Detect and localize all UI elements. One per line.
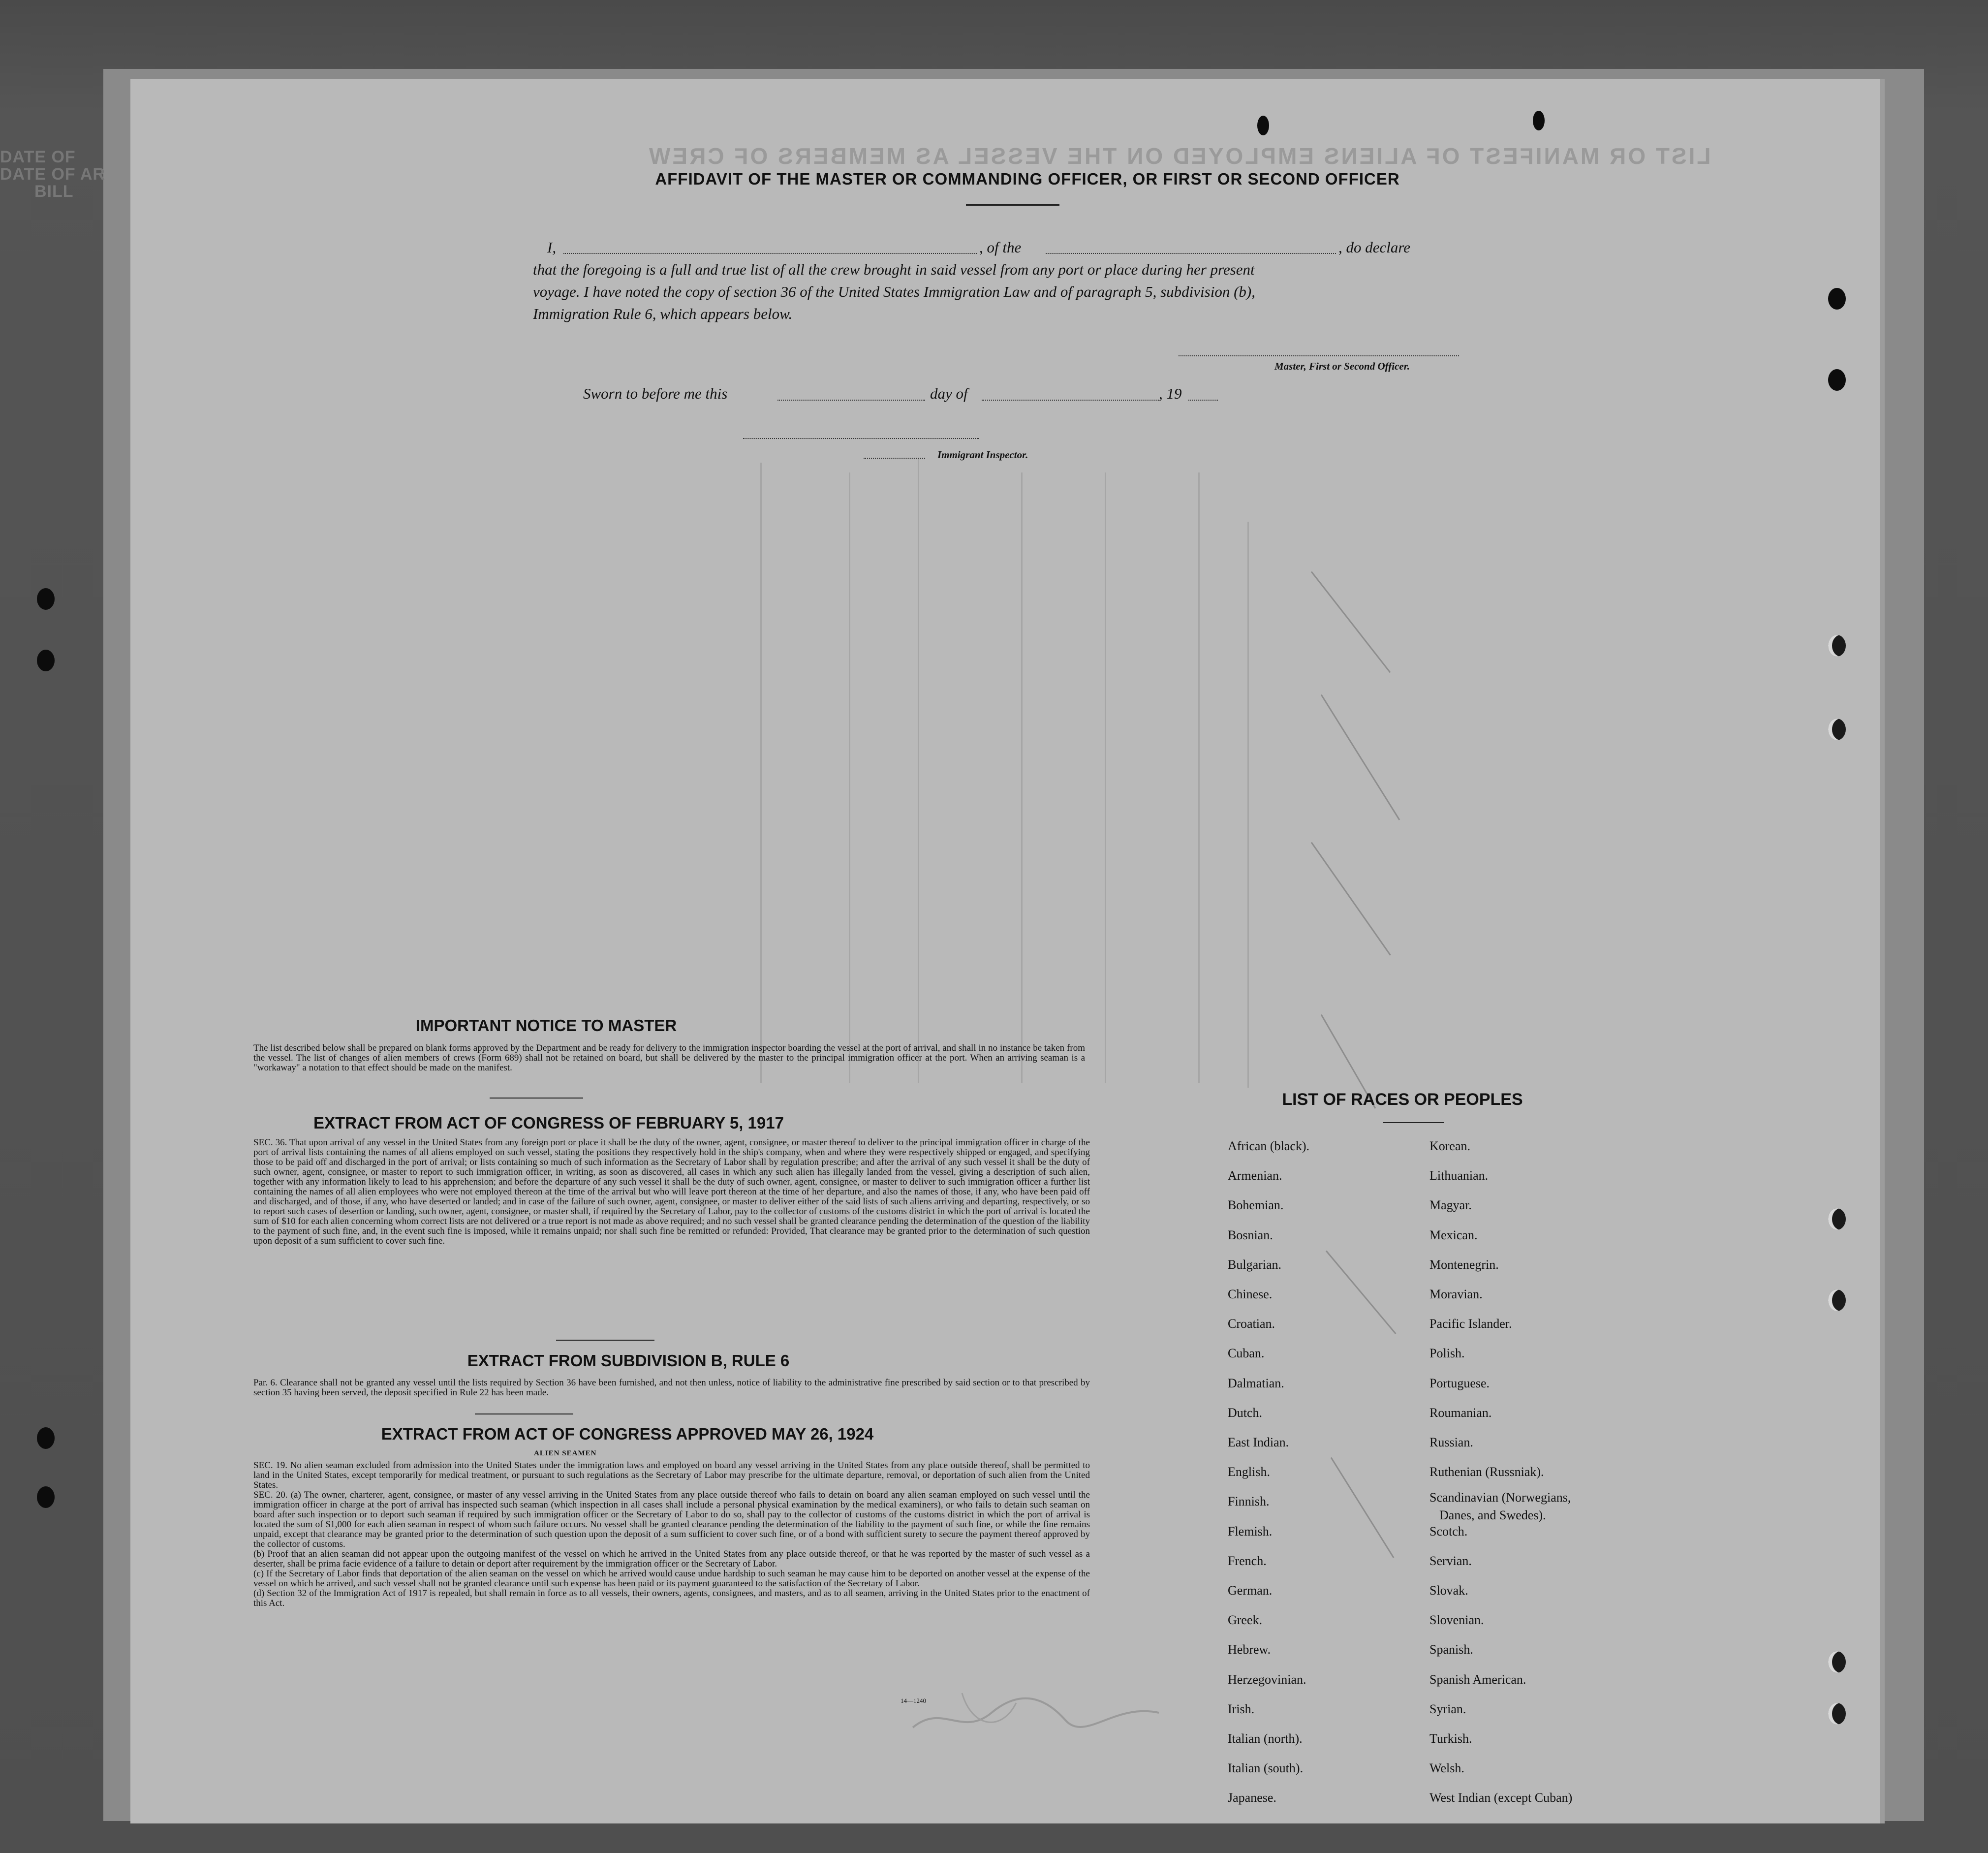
- race-item: Slovak.: [1429, 1583, 1468, 1598]
- extract-1917-text: SEC. 36. That upon arrival of any vessel in the United States from any foreign port or place it shall be the duty of the owner, agent, consignee, or master thereof to deliver to the principal immigration officer in charge of the port of arrival lists containing the names of all aliens employed on such vessel, stating the positions they respectively hold in the ship's company, when and where they were respectively shipped or engaged, and specifying those to be paid off and discharged in the port of arrival; or lists containing so much of such information as the Secretary of Labor shall by regulation prescribe; and after the arrival of any such vessel it shall be the duty of such owner, agent, consignee, or master to report to such immigration officer, in writing, as soon as discovered, all cases in which any such alien has illegally landed from the vessel, giving a description of such alien, together with any information likely to lead to his apprehension; and before the departure of any such vessel it shall be the duty of such owner, agent, consignee, or master to deliver to such immigration officer a further list containing the names of all alien employees who were not employed thereon at the time of the arrival but who will leave port thereon at the time of her departure, and also the names of those, if any, who have been paid off and discharged, and of those, if any, who have deserted or landed; and in case of the failure of such owner, agent, consignee, or master to deliver either of the said lists of such aliens arriving and departing, respectively, or so to report such cases of desertion or landing, such owner, agent, consignee, or master shall, if required by the Secretary of Labor, pay to the collector of customs of the customs district in which the port of arrival is located the sum of $10 for each alien concerning whom correct lists are not delivered or a true report is not made as above required; and no such vessel shall be granted clearance pending the determination of the question of the liability to the payment of such fine, and, in the event such fine is imposed, while it remains unpaid; nor shall such fine be remitted or refunded: Provided, That clearance may be granted prior to the determination of such question upon deposit of a sum sufficient to cover such fine.: [253, 1137, 1090, 1246]
- extract-1924-paragraph: (c) If the Secretary of Labor finds that deportation of the alien seaman on the vessel on which he arrived would cause undue hardship to such seaman he may cause him to be deported on another vessel at the expense of the vessel on which he arrived, and such vessel shall not be granted clearance until such expense has been paid or its payment guaranteed to the satisfaction of the Secretary of Labor.: [253, 1569, 1090, 1589]
- form-number: 14—1240: [901, 1697, 926, 1704]
- ghost-column-line: [849, 472, 850, 1083]
- affidavit-line-4: Immigration Rule 6, which appears below.: [533, 305, 793, 322]
- inspector-label: Immigrant Inspector.: [937, 449, 1028, 461]
- binder-hole: [1533, 111, 1545, 130]
- extract-1924-paragraph: SEC. 19. No alien seaman excluded from admission into the United States under the immigration laws and employed on board any vessel arriving in the United States from any place outside thereof, shall be permitted to land in the United States, except temporarily for medical treatment, or pursuant to such regulations as the Secretary of Labor may prescribe for the ultimate departure, removal, or deportation of such alien from the United States.: [253, 1460, 1090, 1490]
- race-item: Syrian.: [1429, 1701, 1466, 1716]
- sworn-year-blank: [1188, 399, 1218, 401]
- master-signature-label: Master, First or Second Officer.: [1274, 360, 1410, 372]
- race-item: Portuguese.: [1429, 1376, 1490, 1390]
- bleed-through-stroke: [1326, 1251, 1397, 1334]
- race-item: Bulgarian.: [1228, 1257, 1282, 1272]
- binder-hole: [37, 1427, 55, 1449]
- affidavit-line-2: that the foregoing is a full and true list of all the crew brought in said vessel from any port or place during her present: [533, 261, 1255, 278]
- faint-signature: [903, 1673, 1179, 1747]
- race-item: Danes, and Swedes).: [1439, 1508, 1546, 1523]
- affidavit-line-3: voyage. I have noted the copy of section 36 of the United States Immigration Law and of paragraph 5, subdivision (b),: [533, 283, 1255, 300]
- races-title-underline: [1383, 1122, 1444, 1123]
- sworn-month-blank: [982, 399, 1159, 401]
- master-signature-line: [1179, 354, 1459, 356]
- race-item: East Indian.: [1228, 1435, 1289, 1449]
- binder-hole: [1828, 288, 1846, 310]
- binder-hole: [37, 1486, 55, 1508]
- section-divider: [475, 1413, 573, 1414]
- race-item: French.: [1228, 1553, 1267, 1568]
- extract-1917-title: EXTRACT FROM ACT OF CONGRESS OF FEBRUARY 5, 1917: [313, 1114, 784, 1132]
- extract-1924-paragraph: SEC. 20. (a) The owner, charterer, agent, consignee, or master of any vessel arriving in the United States from any place outside thereof who fails to detain on board any alien seaman employed on such vessel until the immigration officer in charge at the port of arrival has inspected such seaman (which inspection in all cases shall include a personal physical examination by the medical examiners), or who fails to detain such seaman on board after such inspection or to deport such seaman if required by such immigration officer or the Secretary of Labor to do so, shall pay to the collector of customs of the customs district in which the port of arrival is located the sum of $1,000 for each alien seaman in respect of whom such failure occurs. No vessel shall be granted clearance pending the determination of the liability to the payment of such fine, or while the fine remains unpaid, except that clearance may be granted prior to the determination of such question upon the deposit of a sum sufficient to cover such fine, or of a bond with sufficient surety to secure the payment thereof approved by the collector of customs.: [253, 1490, 1090, 1549]
- race-item: Herzegovinian.: [1228, 1672, 1306, 1687]
- race-item: Bohemian.: [1228, 1198, 1284, 1213]
- race-item: Slovenian.: [1429, 1613, 1484, 1628]
- race-item: African (black).: [1228, 1139, 1310, 1153]
- race-item: Cuban.: [1228, 1346, 1265, 1361]
- race-item: Italian (north).: [1228, 1731, 1303, 1746]
- extract-rule6-title: EXTRACT FROM SUBDIVISION B, RULE 6: [467, 1351, 790, 1370]
- race-item: Chinese.: [1228, 1287, 1273, 1301]
- binder-hole: [1828, 1208, 1846, 1230]
- sworn-day-blank: [777, 399, 925, 401]
- binder-hole: [1828, 1703, 1846, 1725]
- ghost-column-line: [1021, 472, 1023, 1083]
- binder-hole: [1828, 719, 1846, 740]
- race-item: Italian (south).: [1228, 1761, 1304, 1776]
- notice-text: The list described below shall be prepared on blank forms approved by the Department and be ready for delivery to the immigration inspector boarding the vessel at the port of arrival, and shall in no instance be taken from the vessel. The list of changes of alien members of crews (Form 689) shall not be retained on board, but shall be delivered by the master to the principal immigration officer at the port. When an arriving seaman is a "workaway" a notation to that effect should be made on the manifest.: [253, 1043, 1085, 1073]
- binder-hole: [1257, 116, 1269, 135]
- extract-1924-text: [253, 1461, 1090, 1608]
- extract-rule6-text: Par. 6. Clearance shall not be granted any vessel until the lists required by Section 36 have been furnished, and not then unless, notice of liability to the administrative fine prescribed by said section or to that prescribed by section 35 having been served, the deposit specified in Rule 22 has been made.: [253, 1378, 1090, 1398]
- stamp-fragment: DATE OF AR: [0, 165, 105, 184]
- inspector-signature-line: [743, 437, 979, 439]
- vessel-blank: [1046, 252, 1336, 254]
- affidavit-title: AFFIDAVIT OF THE MASTER OR COMMANDING OFFICER, OR FIRST OR SECOND OFFICER: [655, 170, 1400, 188]
- race-item: Russian.: [1429, 1435, 1473, 1449]
- bleed-through-stroke: [1311, 842, 1391, 956]
- name-blank: [563, 252, 977, 254]
- binder-hole: [1828, 1289, 1846, 1311]
- bleed-through-stroke: [1331, 1457, 1395, 1558]
- ghost-column-line: [760, 463, 762, 1083]
- race-item: Croatian.: [1228, 1317, 1275, 1331]
- affidavit-declare-label: , do declare: [1338, 239, 1411, 256]
- inspector-lead-line: [864, 457, 925, 459]
- race-item: Greek.: [1228, 1613, 1263, 1628]
- notice-title: IMPORTANT NOTICE TO MASTER: [415, 1016, 677, 1035]
- race-item: Ruthenian (Russniak).: [1429, 1465, 1544, 1479]
- affidavit-of-the-label: , of the: [979, 239, 1022, 256]
- extract-1924-paragraph: (d) Section 32 of the Immigration Act of 1917 is repealed, but shall remain in force as to all vessels, their owners, agents, consignees, and masters, and as to all seamen, arriving in the United States prior to the enactment of this Act.: [253, 1588, 1090, 1608]
- race-item: Mexican.: [1429, 1227, 1478, 1242]
- binder-hole: [37, 650, 55, 671]
- section-divider: [556, 1340, 654, 1341]
- sworn-day-of-label: day of: [930, 385, 968, 402]
- race-item: Lithuanian.: [1429, 1168, 1489, 1183]
- race-item: Turkish.: [1429, 1731, 1472, 1746]
- manifest-page: [130, 79, 1885, 1823]
- bleed-through-stroke: [1311, 571, 1391, 673]
- race-item: Irish.: [1228, 1701, 1255, 1716]
- ghost-column-line: [918, 458, 919, 1083]
- stamp-fragment: DATE OF: [0, 148, 76, 166]
- extract-1924-title: EXTRACT FROM ACT OF CONGRESS APPROVED MAY 26, 1924: [381, 1425, 874, 1443]
- race-item: Scandinavian (Norwegians,: [1429, 1490, 1571, 1505]
- bleed-through-stroke: [1321, 694, 1400, 820]
- affidavit-i-label: I,: [547, 239, 557, 256]
- race-item: Finnish.: [1228, 1494, 1270, 1509]
- ghost-column-line: [1247, 522, 1249, 1088]
- binder-hole: [1828, 635, 1846, 657]
- race-item: Japanese.: [1228, 1790, 1276, 1805]
- title-underline: [966, 204, 1059, 206]
- race-item: Flemish.: [1228, 1524, 1273, 1539]
- race-item: Moravian.: [1429, 1287, 1483, 1301]
- race-item: Roumanian.: [1429, 1405, 1492, 1420]
- race-item: Korean.: [1429, 1139, 1471, 1153]
- race-item: Montenegrin.: [1429, 1257, 1499, 1272]
- race-item: English.: [1228, 1465, 1270, 1479]
- race-item: Dalmatian.: [1228, 1376, 1284, 1390]
- extract-1924-paragraph: (b) Proof that an alien seaman did not appear upon the outgoing manifest of the vessel on which he arrived in the United States from any place outside thereof, or that he was reported by the master of such vessel as a deserter, shall be prima facie evidence of a failure to detain or deport after requirement by the immigration officer or the Secretary of Labor.: [253, 1549, 1090, 1569]
- races-title: LIST OF RACES OR PEOPLES: [1282, 1090, 1523, 1109]
- race-item: Spanish American.: [1429, 1672, 1526, 1687]
- race-item: Welsh.: [1429, 1761, 1464, 1776]
- sworn-label: Sworn to before me this: [583, 385, 728, 402]
- ghost-column-line: [1105, 472, 1106, 1083]
- race-item: Hebrew.: [1228, 1642, 1271, 1657]
- section-divider: [490, 1098, 583, 1099]
- ghost-column-line: [1198, 472, 1200, 1083]
- alien-seamen-subtitle: ALIEN SEAMEN: [534, 1449, 597, 1457]
- race-item: Scotch.: [1429, 1524, 1468, 1539]
- stamp-fragment: BILL: [34, 182, 74, 201]
- bleed-through-header: LIST OR MANIFEST OF ALIENS EMPLOYED ON THE VESSEL AS MEMBERS OF CREW: [647, 143, 1711, 169]
- binder-hole: [1828, 1651, 1846, 1673]
- race-item: West Indian (except Cuban): [1429, 1790, 1573, 1805]
- race-item: Dutch.: [1228, 1405, 1263, 1420]
- race-item: Armenian.: [1228, 1168, 1282, 1183]
- race-item: Polish.: [1429, 1346, 1465, 1361]
- race-item: Bosnian.: [1228, 1227, 1273, 1242]
- sworn-year-label: , 19: [1159, 385, 1182, 402]
- race-item: Pacific Islander.: [1429, 1317, 1512, 1331]
- race-item: Spanish.: [1429, 1642, 1473, 1657]
- race-item: Magyar.: [1429, 1198, 1472, 1213]
- race-item: German.: [1228, 1583, 1273, 1598]
- race-item: Servian.: [1429, 1553, 1472, 1568]
- binder-hole: [37, 588, 55, 610]
- binder-hole: [1828, 369, 1846, 391]
